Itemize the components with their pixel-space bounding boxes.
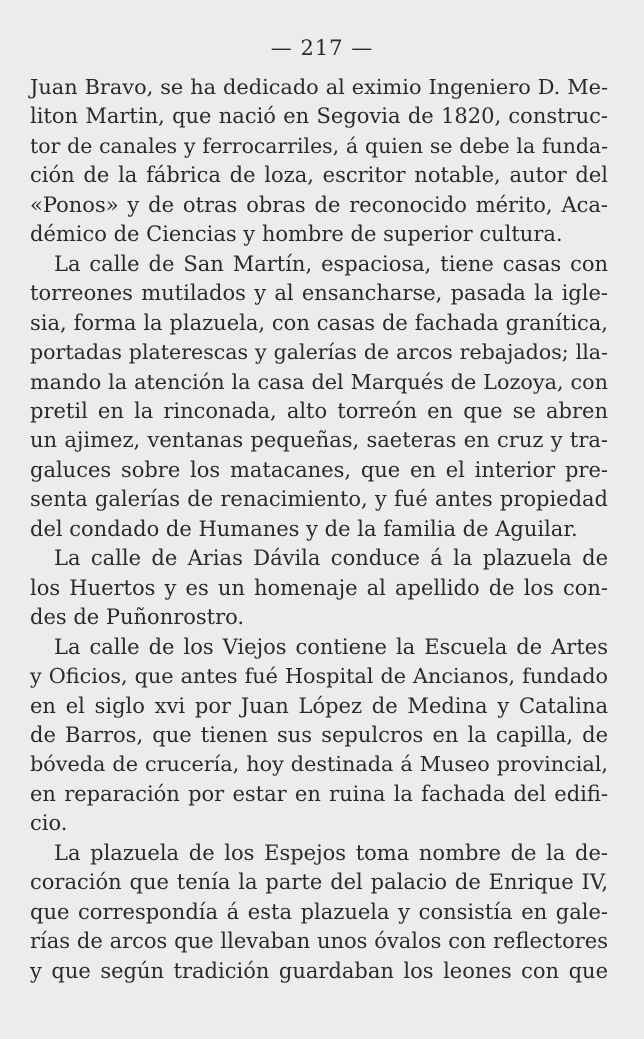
text-line: un ajimez, ventanas pequeñas, saeteras en cruz y tra- bbox=[30, 428, 608, 453]
text-line: senta galerías de renacimiento, y fué antes propiedad bbox=[30, 487, 608, 512]
text-line: en el siglo xvi por Juan López de Medina y Catalina bbox=[30, 693, 608, 718]
text-line: torreones mutilados y al ensancharse, pasada la igle- bbox=[30, 281, 608, 306]
text-line: galuces sobre los matacanes, que en el interior pre- bbox=[30, 457, 608, 482]
text-line: y que según tradición guardaban los leones con que bbox=[30, 958, 608, 983]
text-line: La calle de los Viejos contiene la Escuela de Artes bbox=[54, 634, 608, 659]
text-line: ción de la fábrica de loza, escritor notable, autor del bbox=[30, 163, 608, 188]
text-line: que correspondía á esta plazuela y consistía en gale- bbox=[30, 899, 608, 924]
text-line: Juan Bravo, se ha dedicado al eximio Ingeniero D. Me- bbox=[30, 75, 608, 99]
text-line: del condado de Humanes y de la familia de Aguilar. bbox=[30, 516, 578, 541]
text-line: sia, forma la plazuela, con casas de fachada granítica, bbox=[30, 310, 608, 335]
text-line: «Ponos» y de otras obras de reconocido mérito, Aca- bbox=[30, 192, 608, 217]
body-text bbox=[30, 73, 608, 986]
text-line: pretil en la rinconada, alto torreón en que se abren bbox=[30, 398, 608, 423]
text-line: tor de canales y ferrocarriles, á quien se debe la funda- bbox=[30, 133, 608, 158]
text-line: des de Puñonrostro. bbox=[30, 605, 245, 630]
text-line: portadas platerescas y galerías de arcos rebajados; lla- bbox=[30, 340, 608, 365]
text-line: La calle de San Martín, espaciosa, tiene casas con bbox=[54, 251, 608, 276]
text-line: bóveda de crucería, hoy destinada á Museo provincial, bbox=[30, 752, 608, 777]
text-line: en reparación por estar en ruina la fachada del edifi- bbox=[30, 781, 608, 806]
text-line: La plazuela de los Espejos toma nombre de la de- bbox=[54, 840, 608, 865]
text-line: de Barros, que tienen sus sepulcros en la capilla, de bbox=[30, 722, 608, 747]
text-line: La calle de Arias Dávila conduce á la plazuela de bbox=[54, 546, 608, 571]
text-line: y Oficios, que antes fué Hospital de Ancianos, fundado bbox=[30, 664, 608, 689]
text-line: mando la atención la casa del Marqués de Lozoya, con bbox=[30, 369, 608, 394]
text-line: démico de Ciencias y hombre de superior cultura. bbox=[30, 222, 563, 247]
text-line: coración que tenía la parte del palacio de Enrique IV, bbox=[30, 870, 608, 895]
page-number: — 217 — bbox=[270, 36, 374, 60]
text-line: cio. bbox=[30, 811, 68, 836]
text-line: liton Martin, que nació en Segovia de 1820, construc- bbox=[30, 104, 608, 129]
text-line: los Huertos y es un homenaje al apellido de los con- bbox=[30, 575, 608, 600]
text-line: rías de arcos que llevaban unos óvalos con reflectores bbox=[30, 929, 608, 954]
